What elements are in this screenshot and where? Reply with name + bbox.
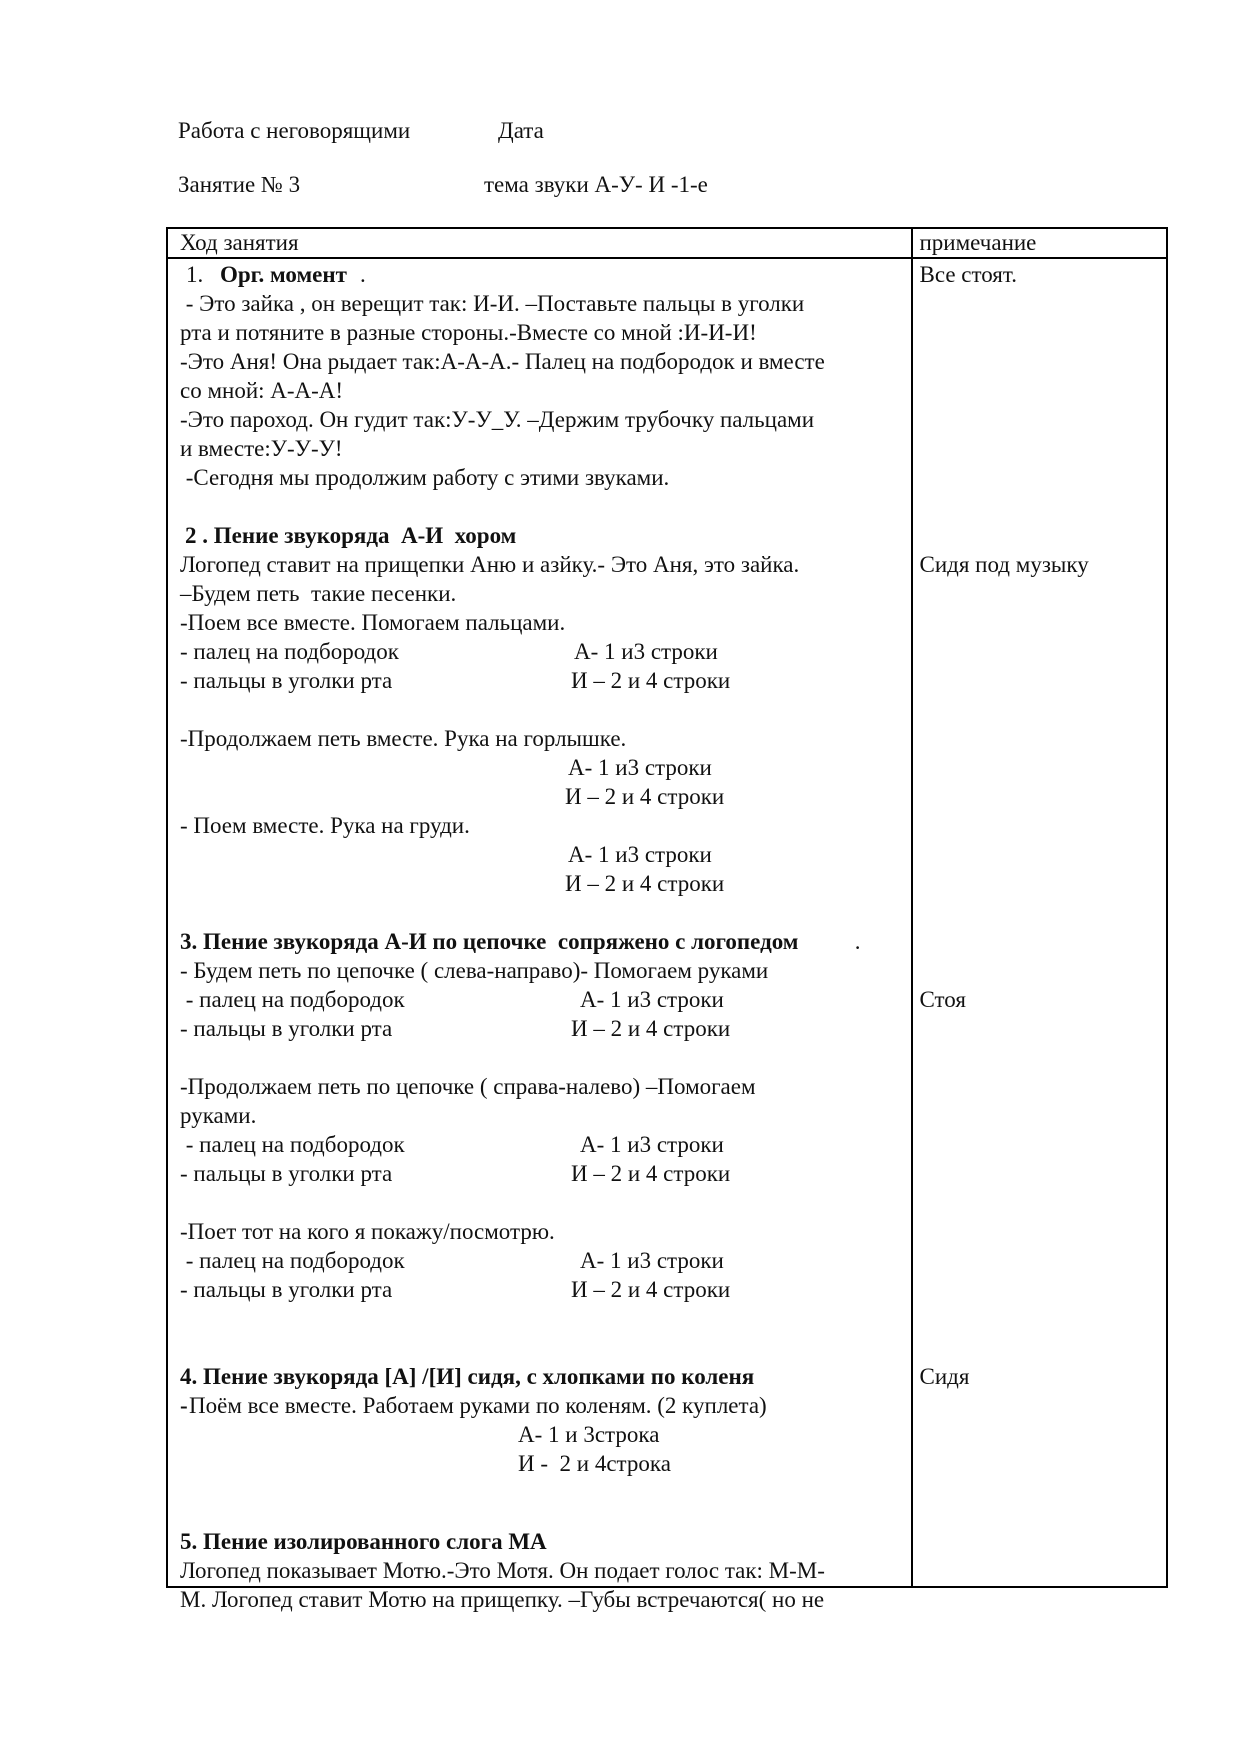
section-2-line: -Поем все вместе. Помогаем пальцами. (180, 610, 566, 635)
section-1-line: -Сегодня мы продолжим работу с этими звуками. (180, 465, 670, 490)
note-standing: Стоя (919, 987, 966, 1012)
section-4-title: 4. Пение звукоряда [А] /[И] сидя, с хлопками по коленя (180, 1364, 755, 1389)
section-4-line: И - 2 и 4строка (518, 1451, 671, 1476)
section-2-line: - палец на подбородок (180, 639, 399, 664)
section-1-line: и вместе:У-У-У! (180, 436, 343, 461)
section-1-line: - Это зайка , он верещит так: И-И. –Поставьте пальцы в уголки (180, 291, 805, 316)
section-3-line: - палец на подбородок (180, 1132, 405, 1157)
section-3-line: -Поет тот на кого я покажу/посмотрю. (180, 1219, 555, 1244)
section-2-line: И – 2 и 4 строки (565, 784, 725, 809)
section-3-line: - Будем петь по цепочке ( слева-направо)- Помогаем руками (180, 958, 769, 983)
section-3-line: И – 2 и 4 строки (571, 1016, 731, 1041)
section-3-line: - пальцы в уголки рта (180, 1277, 393, 1302)
section-2-line: А- 1 и3 строки (568, 755, 712, 780)
section-3-title: 3. Пение звукоряда А-И по цепочке сопряжено с логопедом (180, 929, 799, 954)
section-4-line: Поём все вместе. Работаем руками по коленям. (2 куплета) (189, 1393, 767, 1418)
lesson-progress-cell: 1. Орг. момент . - Это зайка , он верещит так: И-И. –Поставьте пальцы в уголки рта и потяните в разные стороны.-Вместе со мной :И-И-И! -Это Аня! Она рыдает так:А-А-А.- Палец на подбородок и вместе со мной: А-А-А! -Это пароход. Он гудит так:У-У_У. –Держим трубочку пальцами и вместе:У-У-У! -Сегодня мы продолжим работу с этими звуками. 2 . Пение звукоряда А-И хором Логопед ставит на прищепки Аню и азйку.- Это Аня, это зайка. –Будем петь такие песенки. -Поем все вместе. Помогаем пальцами. - палец на подбородок А- 1 и3 строки - пальцы в уголки рта И – 2 и 4 строки -Продолжаем петь вместе. Рука на горлышке. А- 1 и3 строки И – 2 и 4 строки - Поем вместе. Рука на груди. А- 1 и3 строки И – 2 и 4 строки 3. Пение звукоряда А-И по цепочке сопряжено с логопедом . - Будем петь по цепочке ( слева-направо)- Помогаем руками - палец на подбородок А- 1 и3 строки - пальцы в уголки рта И – 2 и 4 строки -Продолжаем петь по цепочке ( справа-налево) –Помогаем руками. - палец на подбородок А- 1 и3 строки - пальцы в уголки рта И – 2 и 4 строки -Поет тот на кого я покажу/посмотрю. - палец на подбородок А- 1 и3 строки - пальцы в уголки рта И – 2 и 4 строки 4. Пение звукоряда [А] /[И] сидя, с хлопками по коленя - Поём все вместе. Работаем руками по коленям. (2 куплета) А- 1 и 3строка И - 2 и 4строка 5. Пение изолированного слога МА Логопед показывает Мотю.-Это Мотя. Он подает голос так: М-М- М. Логопед ставит Мотю на прищепку. –Губы встречаются( но не (167, 258, 912, 1587)
section-2-line: А- 1 и3 строки (574, 639, 718, 664)
section-3-line: - палец на подбородок (180, 987, 405, 1012)
header-line-2-right: тема звуки А-У- И -1-е (484, 172, 708, 197)
section-2-line: Логопед ставит на прищепки Аню и азйку.- Это Аня, это зайка. (180, 552, 800, 577)
section-3-line: И – 2 и 4 строки (571, 1277, 731, 1302)
note-sitting-music: Сидя под музыку (919, 552, 1089, 577)
section-4-line-dash: - (180, 1393, 188, 1418)
section-2-line: –Будем петь такие песенки. (180, 581, 457, 606)
section-1-title-dot: . (360, 262, 366, 287)
section-3-line: -Продолжаем петь по цепочке ( справа-налево) –Помогаем (180, 1074, 756, 1099)
section-1-number: 1. (186, 262, 204, 287)
header-line-1-left: Работа с неговорящими (178, 118, 411, 143)
section-2-line: - Поем вместе. Рука на груди. (180, 813, 470, 838)
note-sitting: Сидя (919, 1364, 970, 1389)
section-3-line: А- 1 и3 строки (580, 987, 724, 1012)
section-3-title-dot: . (849, 929, 861, 954)
section-2-line: И – 2 и 4 строки (571, 668, 731, 693)
section-3-line: - пальцы в уголки рта (180, 1161, 393, 1186)
column-header-note: примечание (912, 228, 1167, 258)
section-3-line: А- 1 и3 строки (580, 1132, 724, 1157)
section-4-line: А- 1 и 3строка (518, 1422, 660, 1447)
note-all-standing: Все стоят. (919, 262, 1017, 287)
section-1-line: -Это пароход. Он гудит так:У-У_У. –Держим трубочку пальцами (180, 407, 815, 432)
section-5-line: Логопед показывает Мотю.-Это Мотя. Он подает голос так: М-М- (180, 1558, 825, 1583)
section-1-line: -Это Аня! Она рыдает так:А-А-А.- Палец на подбородок и вместе (180, 349, 825, 374)
section-2-line: - пальцы в уголки рта (180, 668, 393, 693)
section-1-line: рта и потяните в разные стороны.-Вместе со мной :И-И-И! (180, 320, 757, 345)
header-line-1-right: Дата (498, 118, 544, 143)
section-2-line: -Продолжаем петь вместе. Рука на горлышке. (180, 726, 627, 751)
section-5-title: 5. Пение изолированного слога МА (180, 1529, 547, 1554)
section-3-line: руками. (180, 1103, 257, 1128)
section-1-line: со мной: А-А-А! (180, 378, 344, 403)
section-2-line: А- 1 и3 строки (568, 842, 712, 867)
table-body-row (167, 258, 1167, 1587)
lesson-table (166, 227, 1168, 1612)
section-3-line: А- 1 и3 строки (580, 1248, 724, 1273)
section-3-line: - палец на подбородок (180, 1248, 405, 1273)
header-line-2-left: Занятие № 3 (178, 172, 301, 197)
notes-cell (912, 258, 1167, 1587)
section-2-line: И – 2 и 4 строки (565, 871, 725, 896)
section-3-line: И – 2 и 4 строки (571, 1161, 731, 1186)
table-header-row (167, 228, 1167, 258)
section-2-title: 2 . Пение звукоряда А-И хором (185, 523, 517, 548)
section-3-line: - пальцы в уголки рта (180, 1016, 393, 1041)
column-header-main: Ход занятия (167, 228, 912, 258)
section-1-title: Орг. момент (220, 262, 347, 287)
